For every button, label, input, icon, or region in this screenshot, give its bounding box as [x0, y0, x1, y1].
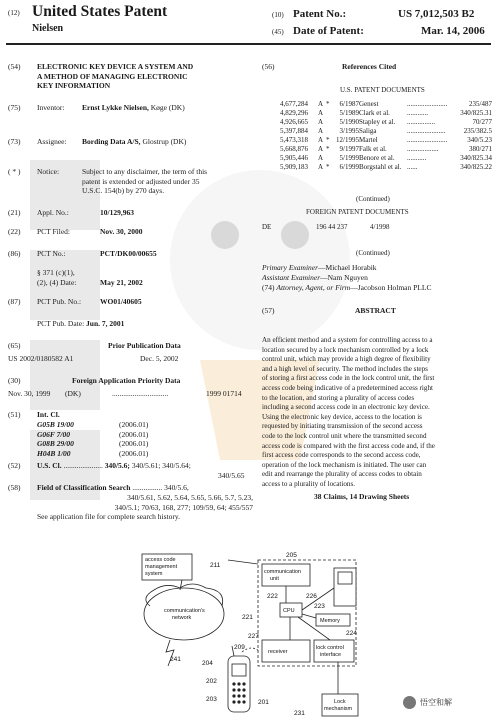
code-30: (30) [8, 376, 21, 385]
field-search-line: 340/5.61, 5.62, 5.64, 5.65, 5.66, 5.7, 5.23, [127, 493, 253, 502]
abstract-line: location secured by a lock mechanism controlled by a lock [262, 345, 429, 354]
ref-date: 9/1997 [339, 145, 359, 153]
code-22: (22) [8, 227, 21, 236]
int-cl-class: H04B 1/00 [37, 448, 71, 458]
abstract-heading: ABSTRACT [355, 306, 396, 315]
ref-kind: A [318, 118, 324, 126]
title-line-1: ELECTRONIC KEY DEVICE A SYSTEM AND [37, 62, 194, 71]
abstract-line: control unit, which may provide a high degree of flexibility [262, 355, 431, 364]
abstract-line: code to the lock control unit where the transmitted second [262, 431, 427, 440]
ref-kind: A [318, 145, 324, 153]
appl-no-label: Appl. No.: [37, 208, 69, 217]
us-cl-row [37, 461, 191, 471]
abstract-line: access code is compared with the first access code and, if the [262, 441, 435, 450]
field-search-line: 340/5.1; 70/63, 168, 277; 109/59, 64; 455/557 [114, 502, 253, 512]
code-45: (45) [272, 28, 284, 36]
abstract-line: edit and rearrange the plurality of access codes to obtain [262, 470, 422, 479]
field-search-lines [37, 493, 253, 522]
assistant-examiner-name: —Nam Nguyen [320, 273, 368, 282]
foreign-priority-country: (DK) [65, 389, 81, 398]
ref-class: 380/271 [469, 145, 492, 153]
notice-code: ( * ) [8, 167, 21, 176]
patent-title-block [37, 62, 252, 91]
fig-comm-unit-line-1: communication [264, 569, 301, 575]
pct-pub-date-row [37, 319, 124, 329]
inventor-short-name: Nielsen [32, 23, 64, 34]
ref-date: 6/1999 [339, 163, 359, 171]
ref-numeral: 204 [202, 660, 213, 667]
ref-class: 235/487 [469, 100, 492, 108]
us-cl-label: U.S. Cl. [37, 461, 62, 470]
ref-name: Benore et al. [359, 154, 395, 162]
fig-network-line-1: communication's [164, 608, 205, 614]
ref-dots: ...................... [407, 127, 446, 135]
ref-name: Genest [359, 100, 379, 108]
fig-lock-if-line-1: lock control [316, 645, 344, 651]
date-label: Date of Patent: [293, 25, 364, 37]
fig-cpu-label: CPU [283, 608, 295, 614]
s371-line-2: (2), (4) Date: [37, 278, 77, 287]
fig-network-line-2: network [172, 615, 192, 621]
pct-pub-no-value: WO01/40605 [100, 297, 142, 306]
prior-publication-heading: Prior Publication Data [108, 341, 181, 350]
fig-memory-label: Memory [320, 618, 340, 624]
title-line-2: A METHOD OF MANAGING ELECTRONIC [37, 71, 188, 81]
notice-line-3: U.S.C. 154(b) by 270 days. [82, 186, 165, 196]
foreign-docs-heading: FOREIGN PATENT DOCUMENTS [306, 208, 409, 216]
ref-date: 3/1995 [339, 127, 359, 135]
pct-no-label: PCT No.: [37, 249, 66, 258]
kind-code-12: (12) [8, 9, 20, 17]
us-reference-row [280, 118, 492, 127]
title-line-3: KEY INFORMATION [37, 81, 111, 91]
primary-examiner-label: Primary Examiner [262, 263, 319, 272]
watermark-logo [403, 696, 452, 709]
ref-numeral: 231 [294, 710, 305, 717]
ref-numeral: 201 [258, 699, 269, 706]
us-reference-row [280, 154, 492, 163]
pct-pub-date-label: PCT Pub. Date: [37, 319, 85, 328]
ref-number: 5,397,884 [280, 127, 308, 135]
ref-cited-mark [326, 109, 333, 118]
ref-name: Saliga [359, 127, 377, 135]
assignee-label: Assignee: [37, 137, 67, 146]
ref-date: 5/1999 [339, 154, 359, 162]
ref-number: 4,829,296 [280, 109, 308, 117]
ref-name: Clark et al. [359, 109, 390, 117]
ref-numeral: 222 [267, 593, 278, 600]
ref-number: 5,905,446 [280, 154, 308, 162]
ref-numeral: 227 [248, 633, 259, 640]
ref-numeral: 241 [170, 656, 181, 663]
us-reference-row [280, 163, 492, 172]
code-87: (87) [8, 297, 21, 306]
abstract-line: including a second access code in an electronic key device. [262, 403, 430, 412]
appl-no-value: 10/129,963 [100, 208, 134, 217]
code-57: (57) [262, 306, 275, 315]
abstract-line: first access code corresponds to the second access code, [262, 451, 421, 460]
primary-examiner [262, 263, 377, 273]
ref-cited-mark: * [326, 136, 330, 144]
code-58: (58) [8, 483, 21, 492]
inventor-label: Inventor: [37, 103, 65, 112]
fig-acm-line-1: access code [145, 557, 176, 563]
us-docs-heading: U.S. PATENT DOCUMENTS [340, 86, 425, 94]
assignee-location: Glostrup (DK) [140, 137, 187, 146]
pct-pub-date-value: Jun. 7, 2001 [86, 319, 125, 328]
attorney-label: Attorney, Agent, or Firm [276, 283, 351, 292]
inventor-value [82, 103, 185, 113]
ref-numeral: 221 [242, 614, 253, 621]
fig-lock-mech-line-1: Lock [334, 699, 346, 705]
ref-numeral: 226 [306, 593, 317, 600]
ref-class: 340/825.22 [460, 163, 492, 171]
document-title: United States Patent [32, 3, 168, 20]
notice-text [82, 167, 252, 196]
int-cl-label: Int. Cl. [37, 410, 60, 419]
ref-class: 235/382.5 [463, 127, 492, 135]
field-search-label: Field of Classification Search [37, 483, 131, 492]
ref-name: Borgstahl et al. [359, 163, 402, 171]
ref-name: Falk et al. [359, 145, 387, 153]
references-heading: References Cited [342, 62, 397, 71]
fig-receiver-label: receiver [268, 649, 288, 655]
ref-numeral: 205 [286, 552, 297, 559]
patent-date: Mar. 14, 2006 [421, 25, 485, 37]
pct-pub-no-label: PCT Pub. No.: [37, 297, 82, 306]
inventor-name: Ernst Lykke Nielsen, [82, 103, 149, 112]
code-21: (21) [8, 208, 21, 217]
foreign-priority-date: Nov. 30, 1999 [8, 389, 51, 398]
ref-cited-mark [326, 127, 333, 136]
continued-label-2: (Continued) [356, 249, 390, 257]
foreign-ref-country: DE [262, 223, 272, 231]
assistant-examiner-label: Assistant Examiner [262, 273, 321, 282]
logo-icon [403, 696, 416, 709]
ref-cited-mark [326, 118, 333, 127]
notice-line-2: patent is extended or adjusted under 35 [82, 176, 200, 186]
assignee-name: Bording Data A/S, [82, 137, 141, 146]
ref-kind: A [318, 127, 324, 135]
ref-name: Martel [359, 136, 378, 144]
ref-dots: ........... [407, 154, 427, 162]
ref-class: 340/825.31 [460, 109, 492, 117]
abstract-line: An efficient method and a system for controlling access to a [262, 336, 433, 344]
attorney-row [262, 283, 431, 293]
int-cl-version: (2006.01) [119, 448, 149, 458]
ref-dots: ....................... [407, 136, 448, 144]
prior-publication-date: Dec. 5, 2002 [140, 354, 179, 363]
abstract-line: requested by initiating transmission of the second access [262, 422, 423, 431]
abstract-line: access code being indicative of a predetermined access right [262, 383, 433, 392]
abstract-line: and a high level of security. The method includes the steps [262, 364, 428, 373]
us-cl-primary: 340/5.6; [104, 461, 130, 470]
ref-number: 5,473,318 [280, 136, 308, 144]
ref-numeral: 209 [234, 644, 245, 651]
attorney-name: —Jacobson Holman PLLC [350, 283, 432, 292]
abstract-line: operation of the lock mechanism is initiated. The user can [262, 460, 427, 469]
us-cl-line-2: 340/5.65 [218, 471, 245, 480]
abstract-body [262, 336, 491, 490]
claims-summary: 38 Claims, 14 Drawing Sheets [314, 492, 410, 501]
fig-acm-line-2: management [145, 564, 178, 570]
code-54: (54) [8, 62, 21, 71]
pct-filed-value: Nov. 30, 2000 [100, 227, 143, 236]
ref-cited-mark: * [326, 145, 330, 153]
continued-label: (Continued) [356, 195, 390, 203]
ref-numeral: 211 [210, 562, 221, 569]
notice-label: Notice: [37, 167, 60, 176]
ref-numeral: 224 [346, 630, 357, 637]
s371-date: May 21, 2002 [100, 278, 143, 287]
ref-cited-mark: * [326, 163, 330, 171]
pct-no-value: PCT/DK00/00655 [100, 249, 157, 258]
ref-dots: ................ [407, 118, 435, 126]
field-search-first: 340/5.6, [164, 483, 189, 492]
int-cl-version: (2006.01) [119, 429, 149, 439]
ref-dots: ....................... [407, 100, 448, 108]
ref-numeral: 202 [206, 678, 217, 685]
ref-number: 4,677,284 [280, 100, 308, 108]
int-cl-version: (2006.01) [119, 439, 149, 449]
s371-line-1: § 371 (c)(1), [37, 268, 75, 277]
ref-number: 5,668,876 [280, 145, 308, 153]
ref-number: 4,926,665 [280, 118, 308, 126]
representative-drawing [110, 548, 380, 723]
ref-class: 340/5.23 [467, 136, 492, 144]
ref-class: 340/825.34 [460, 154, 492, 162]
code-73: (73) [8, 137, 21, 146]
int-cl-class: G05B 19/00 [37, 420, 74, 429]
ref-dots: .................. [407, 145, 439, 153]
us-references-list [280, 100, 492, 172]
us-cl-dots: ..................... [63, 461, 103, 470]
fig-comm-unit-line-2: unit [270, 576, 279, 582]
int-cl-version: (2006.01) [119, 420, 149, 429]
search-history-note: See application file for complete search history. [37, 512, 181, 522]
abstract-line: of storing a first access code in the lock control unit, the first [262, 374, 435, 383]
abstract-line: Using the electronic key device, access to the location is [262, 412, 422, 421]
pct-filed-label: PCT Filed: [37, 227, 70, 236]
ref-date: 12/1995 [336, 136, 359, 144]
code-52: (52) [8, 461, 21, 470]
foreign-priority-number: 1999 01714 [206, 389, 242, 398]
fig-acm-line-3: system [145, 571, 163, 577]
int-cl-class: G08B 29/00 [37, 439, 74, 449]
code-10: (10) [272, 11, 284, 19]
inventor-location: Køge (DK) [148, 103, 185, 112]
field-search-row [37, 483, 189, 493]
ref-kind: A [318, 136, 324, 144]
field-search-dots: ................ [132, 483, 163, 492]
ref-kind: A [318, 100, 324, 108]
code-51: (51) [8, 410, 21, 419]
assistant-examiner [262, 273, 368, 283]
fig-lock-if-line-2: interface [320, 652, 342, 658]
us-reference-row [280, 127, 492, 136]
us-reference-row [280, 100, 492, 109]
int-cl-class: G06F 7/00 [37, 429, 70, 439]
foreign-ref-date: 4/1998 [370, 223, 390, 231]
patent-no-label: Patent No.: [293, 8, 347, 20]
ref-kind: A [318, 163, 324, 171]
watermark-label: 悟空和解 [420, 698, 452, 707]
ref-numeral: 203 [206, 696, 217, 703]
foreign-priority-dots: .............................. [112, 389, 169, 398]
int-cl-table [37, 420, 148, 458]
abstract-line: access to a plurality of locations. [262, 479, 355, 488]
ref-cited-mark: * [326, 100, 330, 108]
ref-dots: ............ [407, 109, 428, 117]
ref-date: 5/1989 [339, 109, 359, 117]
code-86: (86) [8, 249, 21, 258]
ref-class: 70/277 [472, 118, 492, 126]
ref-dots: ...... [407, 163, 418, 171]
primary-examiner-name: —Michael Horabik [318, 263, 377, 272]
assignee-value [82, 137, 186, 147]
us-reference-row [280, 145, 492, 154]
ref-kind: A [318, 109, 324, 117]
code-74: (74) [262, 283, 275, 292]
ref-numeral: 223 [314, 603, 325, 610]
us-cl-secondary: 340/5.61; 340/5.64; [129, 461, 191, 470]
notice-line-1: Subject to any disclaimer, the term of this [82, 167, 208, 176]
patent-number: US 7,012,503 B2 [398, 8, 475, 20]
us-reference-row [280, 136, 492, 145]
code-75: (75) [8, 103, 21, 112]
code-56: (56) [262, 62, 275, 71]
us-reference-row [280, 109, 492, 118]
ref-kind: A [318, 154, 324, 162]
abstract-line: to the location, and storing a plurality of access codes [262, 393, 415, 402]
foreign-ref-number: 196 44 237 [316, 223, 348, 231]
header-rule [6, 43, 491, 45]
ref-date: 6/1987 [339, 100, 359, 108]
ref-cited-mark [326, 154, 333, 163]
ref-number: 5,909,183 [280, 163, 308, 171]
code-65: (65) [8, 341, 21, 350]
fig-lock-mech-line-2: mechanism [324, 706, 353, 712]
ref-date: 5/1990 [339, 118, 359, 126]
foreign-priority-heading: Foreign Application Priority Data [72, 376, 181, 385]
prior-publication-doc: US 2002/0180582 A1 [8, 354, 74, 363]
ref-name: Stapley et al. [359, 118, 396, 126]
